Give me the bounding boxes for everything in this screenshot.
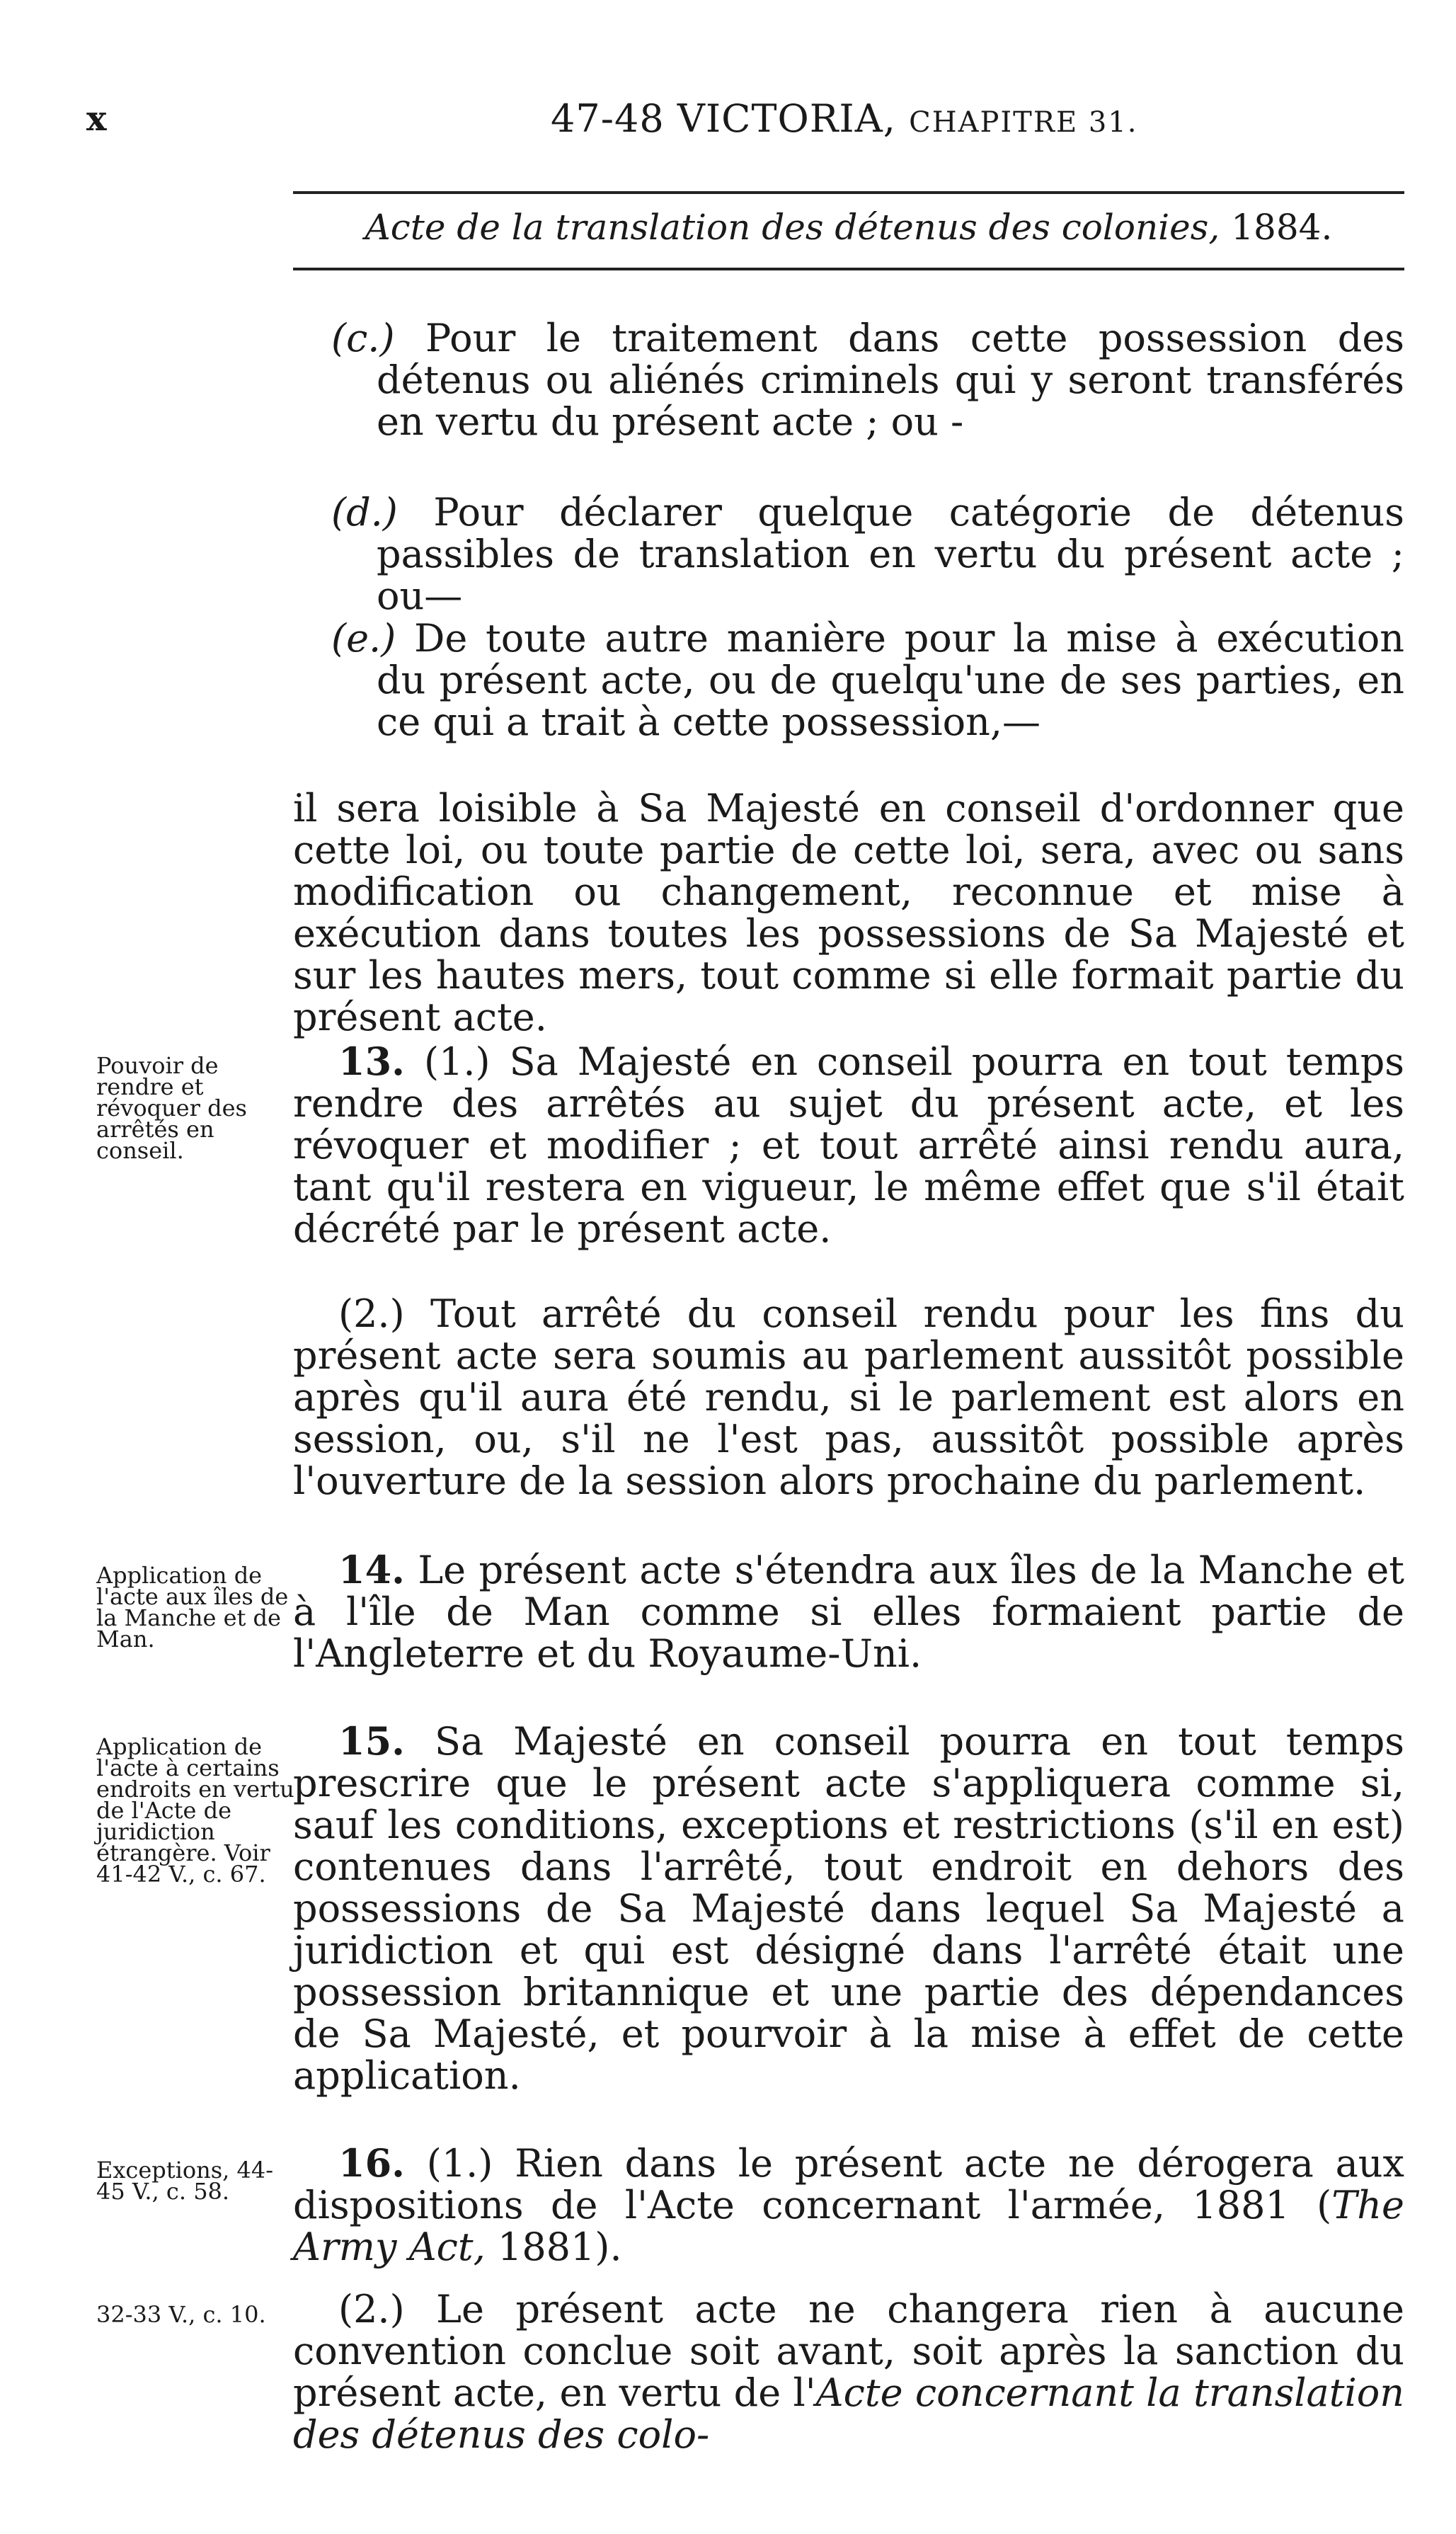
margin-note-13: Pouvoir de rendre et révoquer des arrêtés en conseil. — [96, 1052, 247, 1164]
paragraph-conclusion: il sera loisible à Sa Majesté en conseil d'ordonner que cette loi, ou toute partie de cette loi, sera, avec ou sans modification ou changement, reconnue et mise à exécution dans toutes les possessions de Sa Majesté et sur les hautes mers, tout comme si elle formait partie du présent acte. — [293, 786, 1404, 1039]
section-13-1 — [293, 1041, 1404, 1250]
section-14 — [293, 1549, 1404, 1674]
item-text: De toute autre manière pour la mise à exécution du présent acte, ou de quelqu'une de ses parties, en ce qui a trait à cette possession,— — [377, 616, 1404, 744]
margin-note-16-2: 32-33 V., c. 10. — [96, 2301, 266, 2328]
running-title-main: 47-48 VICTORIA, — [551, 96, 896, 141]
section-16-1 — [293, 2142, 1404, 2268]
subsection-number: (1.) — [426, 2141, 493, 2186]
section-15 — [293, 1720, 1404, 2096]
section-text: Sa Majesté en conseil pourra en tout temps rendre des arrêtés au sujet du présent acte, et les révoquer et modifier ; et tout arrêté ainsi rendu aura, tant qu'il restera en vigueur, le même effet que s'il était décrété par le présent acte. — [293, 1039, 1405, 1251]
page-number: x — [86, 99, 107, 139]
running-title-chapter: CHAPITRE 31. — [909, 106, 1138, 139]
section-text: Le présent acte ne changera rien à aucune convention conclue soit avant, soit après la sanction du présent acte, en vertu de l' — [293, 2287, 1404, 2415]
subsection-number: (2.) — [338, 1291, 405, 1336]
bottom-rule — [293, 268, 1404, 270]
subsection-number: (2.) — [338, 2287, 405, 2332]
section-16-2 — [293, 2288, 1404, 2455]
item-text: Pour déclarer quelque catégorie de détenus passibles de translation en vertu du présent acte ; ou— — [377, 490, 1404, 618]
top-rule — [293, 191, 1404, 194]
item-d — [331, 491, 1404, 617]
margin-note-14: Application de l'acte aux îles de la Manche et de Man. — [96, 1562, 289, 1653]
item-c — [331, 317, 1404, 443]
item-text: Pour le traitement dans cette possession des détenus ou aliénés criminels qui y seront transférés en vertu du présent acte ; ou - — [377, 316, 1405, 444]
section-text: Sa Majesté en conseil pourra en tout temps prescrire que le présent acte s'appliquera comme si, sauf les conditions, exceptions et restrictions (s'il en est) contenues dans l'arrêté, tout endroit en dehors des possessions de Sa Majesté dans lequel Sa Majesté a juridiction et qui est désigné dans l'arrêté était une possession britannique et une partie des dépendances de Sa Majesté, et pourvoir à la mise à effet de cette application. — [293, 1719, 1404, 2098]
margin-note-15: Application de l'acte à certains endroits en vertu de l'Acte de juridiction étrangère. Voir 41-42 V., c. 67. — [96, 1733, 294, 1888]
section-13-2 — [293, 1293, 1404, 1502]
section-text-italic: Acte concernant la translation des détenus des colo- — [293, 2370, 1405, 2457]
subsection-number: (1.) — [423, 1039, 491, 1084]
section-text: Rien dans le présent acte ne dérogera aux dispositions de l'Acte concernant l'armée, 1881 ( — [293, 2141, 1404, 2227]
section-text-italic: The Army Act, — [293, 2183, 1404, 2269]
section-text: Tout arrêté du conseil rendu pour les fins du présent acte sera soumis au parlement aussitôt possible après qu'il aura été rendu, si le parlement est alors en session, ou, s'il ne l'est pas, aussitôt possible après l'ouverture de la session alors prochaine du parlement. — [293, 1291, 1404, 1503]
margin-note-16: Exceptions, 44-45 V., c. 58. — [96, 2157, 274, 2205]
section-number: 16. — [338, 2140, 405, 2186]
section-number: 14. — [338, 1547, 405, 1592]
item-label: (e.) — [331, 616, 396, 661]
item-label: (d.) — [331, 490, 398, 535]
section-text: Le présent acte s'étendra aux îles de la Manche et à l'île de Man comme si elles formaient partie de l'Angleterre et du Royaume-Uni. — [293, 1548, 1404, 1676]
act-subtitle-year: 1884. — [1231, 207, 1333, 248]
act-subtitle-italic: Acte de la translation des détenus des colonies, — [365, 207, 1220, 248]
item-e — [331, 617, 1404, 743]
item-label: (c.) — [331, 316, 395, 360]
section-text-end: 1881). — [485, 2225, 622, 2269]
running-title — [551, 96, 1138, 141]
section-number: 13. — [338, 1039, 405, 1084]
act-subtitle — [293, 207, 1404, 248]
section-number: 15. — [338, 1718, 405, 1764]
